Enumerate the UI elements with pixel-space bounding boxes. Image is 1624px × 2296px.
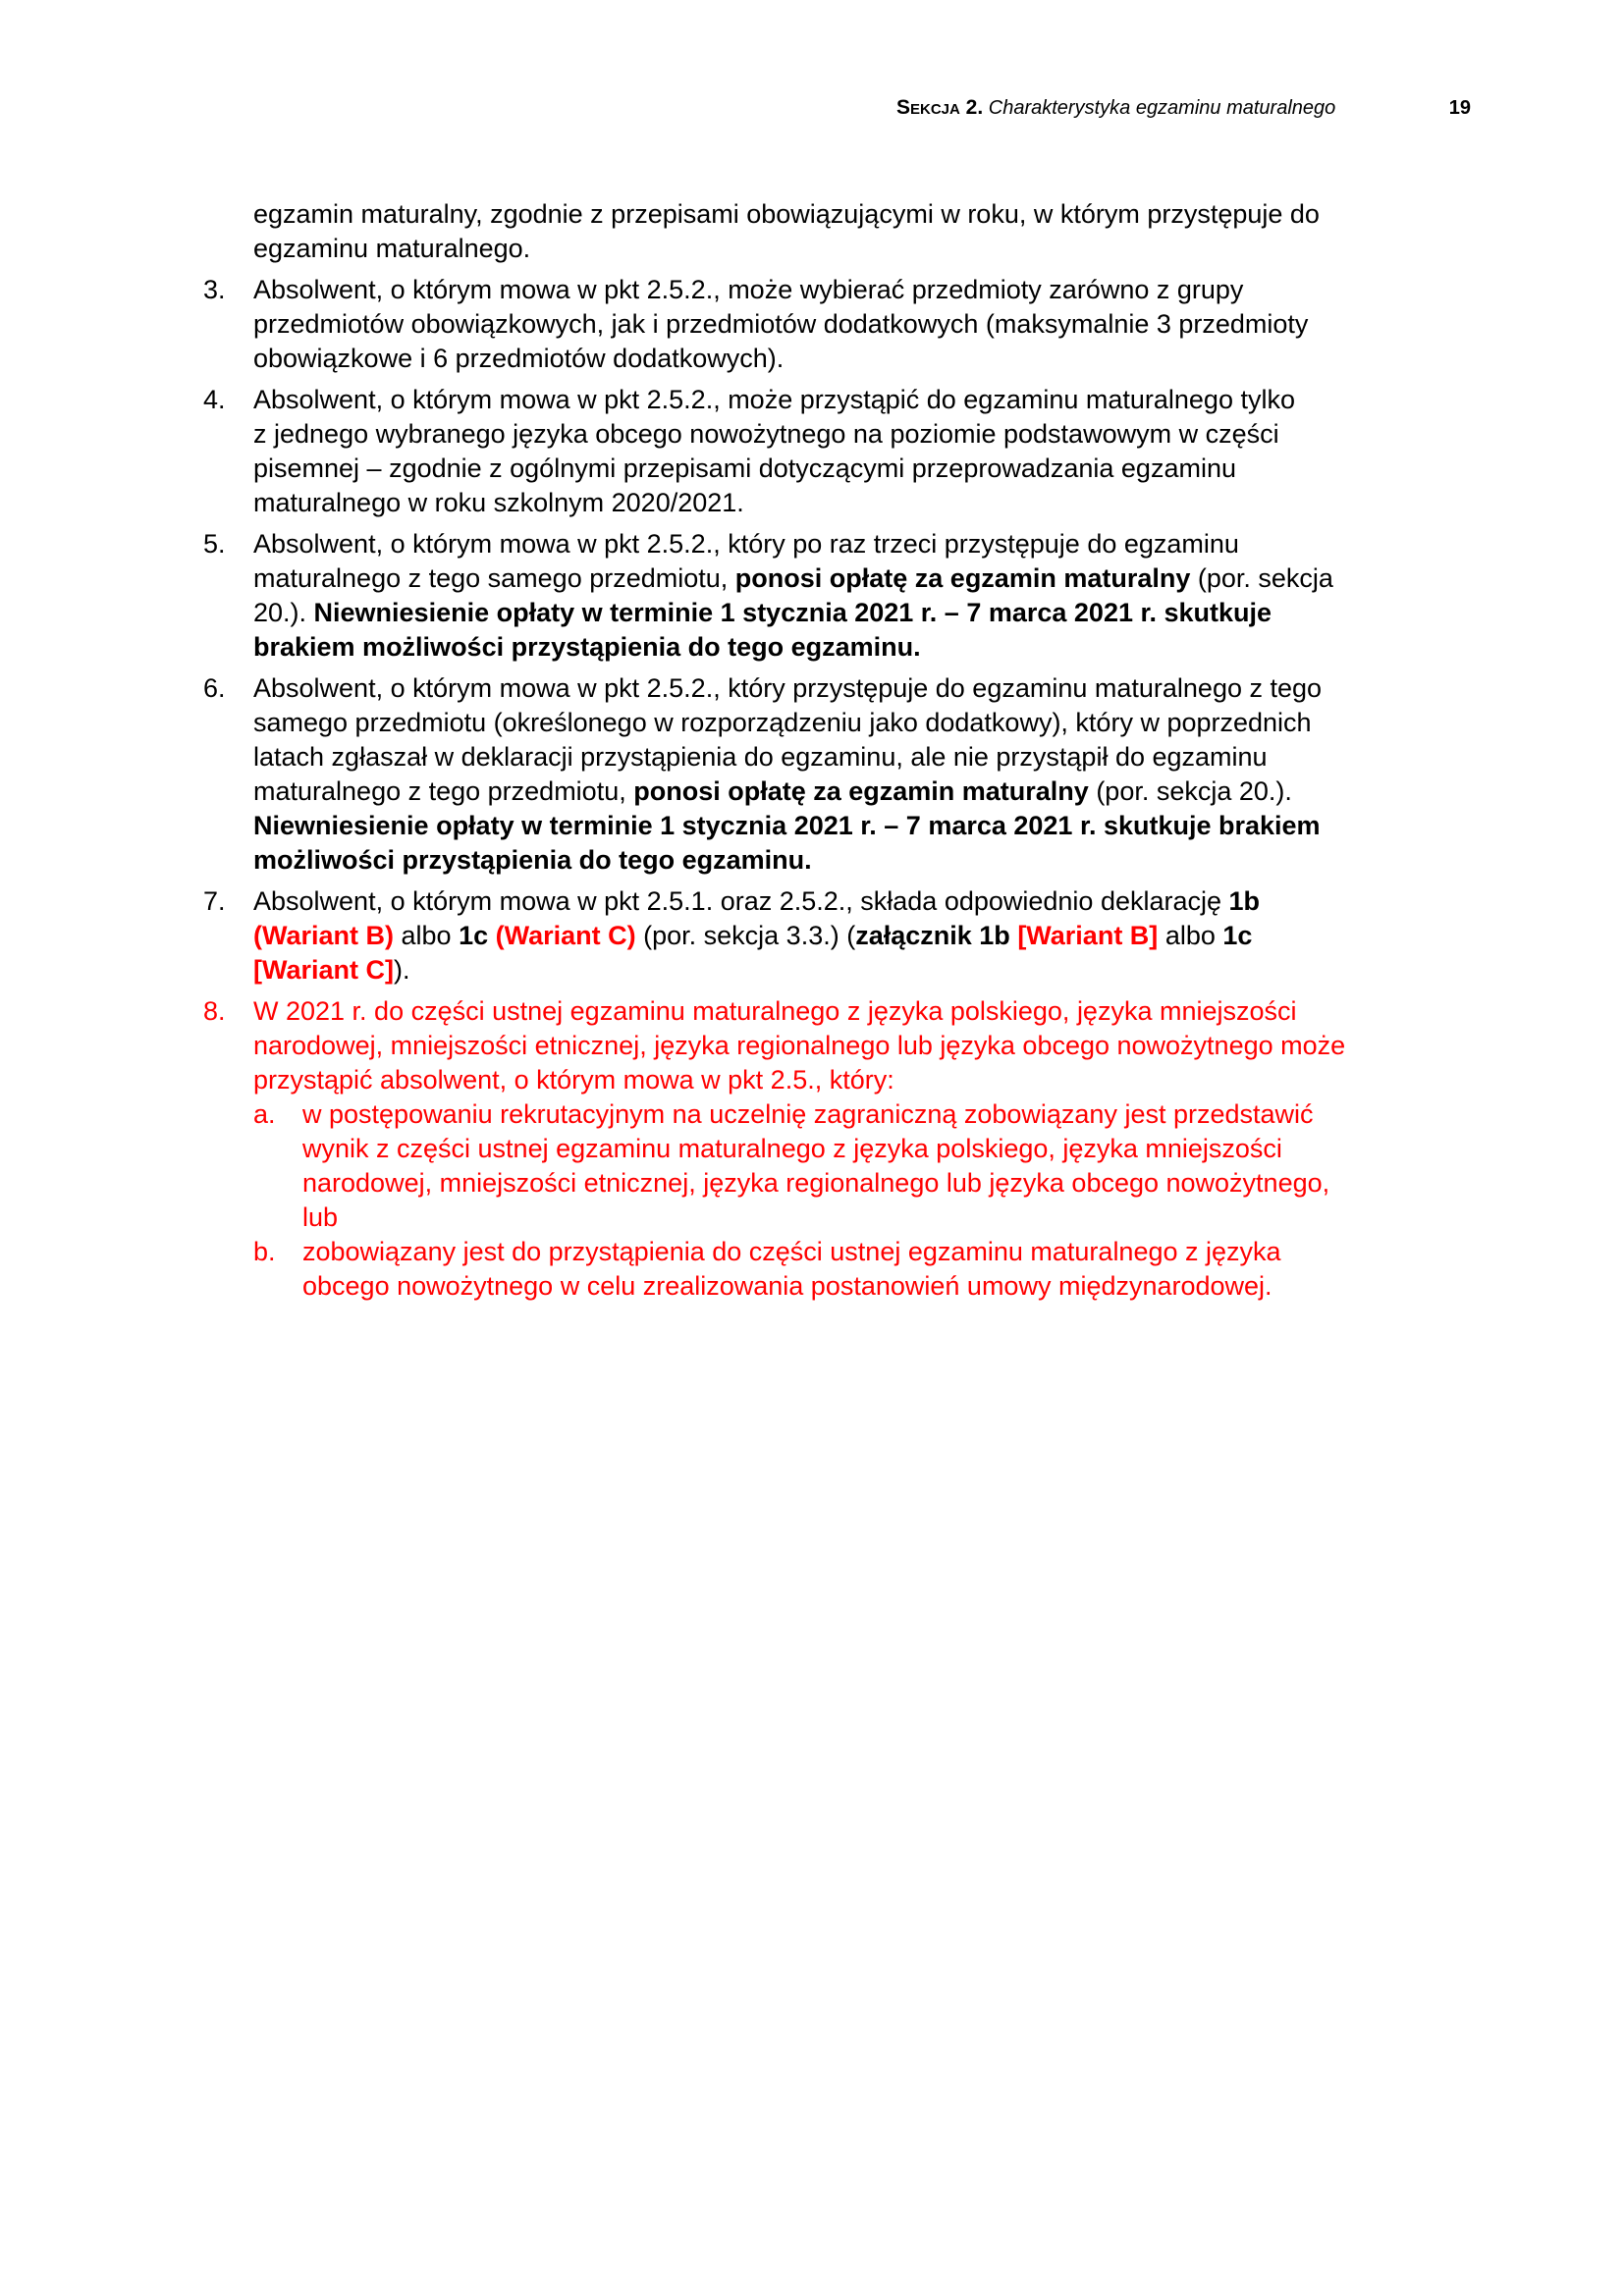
- text-line: [253, 774, 1519, 809]
- bold-text-run: możliwości przystąpienia do tego egzaminu.: [253, 845, 812, 875]
- red-text-run: W 2021 r. do części ustnej egzaminu maturalnego z języka polskiego, języka mniejszości: [253, 996, 1297, 1026]
- text-run: (por. sekcja 3.3.) (: [635, 921, 856, 950]
- text-run: (por. sekcja: [1190, 563, 1333, 593]
- text-run: albo: [394, 921, 460, 950]
- item-number: 5.: [203, 529, 226, 559]
- text-line: [302, 1166, 1519, 1201]
- red-bold-text-run: [Wariant C]: [253, 955, 394, 985]
- text-run: egzaminu maturalnego.: [253, 234, 531, 263]
- text-line: [253, 561, 1519, 596]
- section-title: Charakterystyka egzaminu maturalnego: [988, 97, 1336, 119]
- text-run: 20.).: [253, 598, 314, 627]
- sub-item-letter: b.: [253, 1237, 276, 1266]
- list-item-5: [203, 527, 1519, 665]
- text-line: [302, 1235, 1519, 1269]
- bold-text-run: Niewniesienie opłaty w terminie 1 stycznia 2021 r. – 7 marca 2021 r. skutkuje: [313, 598, 1272, 627]
- bold-text-run: ponosi opłatę za egzamin maturalny: [633, 776, 1089, 806]
- red-text-run: w postępowaniu rekrutacyjnym na uczelnię zagraniczną zobowiązany jest przedstawić: [302, 1099, 1314, 1129]
- text-run: latach zgłaszał w deklaracji przystąpienia do egzaminu, ale nie przystąpił do egzaminu: [253, 742, 1268, 772]
- text-line: [253, 596, 1519, 630]
- text-line: [253, 740, 1519, 774]
- red-bold-text-run: (Wariant C): [495, 921, 636, 950]
- text-line: [253, 307, 1519, 342]
- text-line: [253, 1063, 1519, 1097]
- text-line: [253, 630, 1519, 665]
- item-number: 3.: [203, 275, 226, 304]
- text-run: Absolwent, o którym mowa w pkt 2.5.2., może wybierać przedmioty zarówno z grupy: [253, 275, 1244, 304]
- text-run: egzamin maturalny, zgodnie z przepisami obowiązującymi w roku, w którym przystępuje do: [253, 199, 1320, 229]
- text-run: (por. sekcja 20.).: [1088, 776, 1292, 806]
- text-run: Absolwent, o którym mowa w pkt 2.5.2., który przystępuje do egzaminu maturalnego z tego: [253, 673, 1323, 703]
- item-number: 8.: [203, 996, 226, 1026]
- red-text-run: wynik z części ustnej egzaminu maturalnego z języka polskiego, języka mniejszości: [302, 1134, 1282, 1163]
- item-text: [253, 527, 1519, 665]
- list-item-4: [203, 383, 1519, 520]
- text-run: obowiązkowe i 6 przedmiotów dodatkowych).: [253, 344, 785, 373]
- red-bold-text-run: [Wariant B]: [1017, 921, 1159, 950]
- item-number: 6.: [203, 673, 226, 703]
- bold-text-run: 1c: [1222, 921, 1253, 950]
- text-run: z jednego wybranego języka obcego nowożytnego na poziomie podstawowym w części: [253, 419, 1279, 449]
- red-text-run: przystąpić absolwent, o którym mowa w pkt 2.5., który:: [253, 1065, 894, 1095]
- text-line: [253, 884, 1519, 919]
- text-run: przedmiotów obowiązkowych, jak i przedmiotów dodatkowych (maksymalnie 3 przedmioty: [253, 309, 1309, 339]
- page-number: 19: [1448, 97, 1471, 119]
- item-text: [253, 383, 1519, 520]
- text-run: Absolwent, o którym mowa w pkt 2.5.2., może przystąpić do egzaminu maturalnego tylko: [253, 385, 1295, 414]
- document-body: [203, 197, 1519, 1310]
- bold-text-run: ponosi opłatę za egzamin maturalny: [734, 563, 1191, 593]
- red-text-run: narodowej, mniejszości etnicznej, języka regionalnego lub języka obcego nowożytnego może: [253, 1031, 1346, 1060]
- item-number: 4.: [203, 385, 226, 414]
- text-line: [253, 273, 1519, 307]
- list-item-6: [203, 671, 1519, 878]
- text-run: pisemnej – zgodnie z ogólnymi przepisami dotyczącymi przeprowadzania egzaminu: [253, 454, 1236, 483]
- text-run: maturalnego z tego samego przedmiotu,: [253, 563, 735, 593]
- bold-text-run: brakiem możliwości przystąpienia do tego egzaminu.: [253, 632, 921, 662]
- sub-list: [253, 1097, 1519, 1304]
- list-item-7: [203, 884, 1519, 988]
- item-text: [253, 197, 1519, 266]
- text-run: [488, 921, 496, 950]
- text-run: samego przedmiotu (określonego w rozporządzeniu jako dodatkowy), który w poprzednich: [253, 708, 1312, 737]
- item-text: [253, 671, 1519, 878]
- text-line: [253, 919, 1519, 953]
- text-line: [253, 953, 1519, 988]
- text-line: [253, 383, 1519, 417]
- item-text: [253, 273, 1519, 376]
- text-line: [253, 486, 1519, 520]
- sub-item-letter: a.: [253, 1099, 276, 1129]
- text-run: Absolwent, o którym mowa w pkt 2.5.1. oraz 2.5.2., składa odpowiednio deklarację: [253, 886, 1229, 916]
- list-item-3: [203, 273, 1519, 376]
- red-bold-text-run: (Wariant B): [253, 921, 394, 950]
- text-line: [253, 342, 1519, 376]
- bold-text-run: 1b: [1228, 886, 1261, 916]
- text-line: [253, 671, 1519, 706]
- text-line: [302, 1201, 1519, 1235]
- text-line: [253, 527, 1519, 561]
- text-line: [302, 1132, 1519, 1166]
- item-number: 7.: [203, 886, 226, 916]
- section-label: Sekcja 2.: [896, 96, 984, 119]
- sub-item-text: [302, 1235, 1519, 1304]
- sub-item-text: [302, 1097, 1519, 1235]
- red-text-run: narodowej, mniejszości etnicznej, języka regionalnego lub języka obcego nowożytnego,: [302, 1168, 1330, 1198]
- bold-text-run: 1c: [459, 921, 489, 950]
- text-line: [253, 232, 1519, 266]
- text-line: [253, 809, 1519, 843]
- text-run: ).: [394, 955, 410, 985]
- text-line: [253, 843, 1519, 878]
- text-run: albo: [1158, 921, 1223, 950]
- item-text: [253, 994, 1519, 1097]
- text-line: [253, 452, 1519, 486]
- text-run: maturalnego z tego przedmiotu,: [253, 776, 634, 806]
- text-line: [253, 994, 1519, 1029]
- red-text-run: obcego nowożytnego w celu zrealizowania postanowień umowy międzynarodowej.: [302, 1271, 1272, 1301]
- text-run: maturalnego w roku szkolnym 2020/2021.: [253, 488, 744, 517]
- text-line: [302, 1269, 1519, 1304]
- red-text-run: zobowiązany jest do przystąpienia do części ustnej egzaminu maturalnego z języka: [302, 1237, 1281, 1266]
- running-header: [896, 94, 1471, 122]
- text-line: [253, 1029, 1519, 1063]
- red-text-run: lub: [302, 1202, 339, 1232]
- text-run: Absolwent, o którym mowa w pkt 2.5.2., który po raz trzeci przystępuje do egzaminu: [253, 529, 1239, 559]
- bold-text-run: załącznik 1b: [855, 921, 1010, 950]
- item-text: [253, 884, 1519, 988]
- text-line: [302, 1097, 1519, 1132]
- text-line: [253, 706, 1519, 740]
- list-item-8: [203, 994, 1519, 1304]
- bold-text-run: Niewniesienie opłaty w terminie 1 stycznia 2021 r. – 7 marca 2021 r. skutkuje brakiem: [253, 811, 1321, 840]
- list-item-continuation: [203, 197, 1519, 266]
- sub-item-a: [253, 1097, 1519, 1235]
- text-line: [253, 197, 1519, 232]
- sub-item-b: [253, 1235, 1519, 1304]
- text-line: [253, 417, 1519, 452]
